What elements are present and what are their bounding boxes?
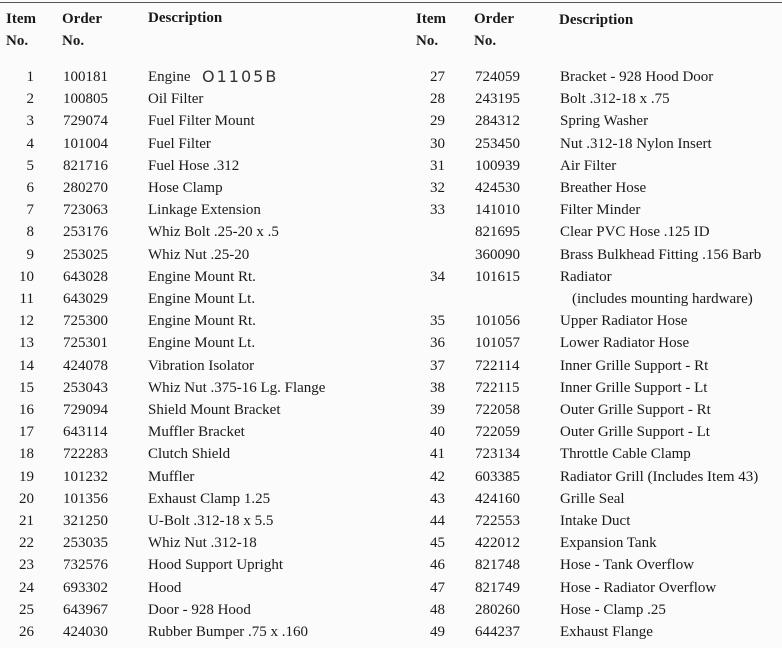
header-description-left: Description — [148, 10, 223, 26]
order-number-left: 729074 — [63, 113, 108, 130]
order-number-right: 722114 — [475, 357, 520, 374]
table-row — [0, 443, 782, 465]
order-number-right: 101057 — [475, 335, 520, 352]
item-number-left: 16 — [19, 402, 34, 418]
order-number-left: 643114 — [63, 424, 108, 441]
description-right: Breather Hose — [560, 180, 647, 196]
order-number-left: 101356 — [63, 490, 108, 507]
item-number-right: 42 — [430, 468, 445, 485]
table-row — [0, 66, 782, 88]
description-left: Whiz Nut .25-20 — [148, 246, 250, 263]
order-number-right: 253450 — [475, 135, 520, 152]
description-right: Nut .312-18 Nylon Insert — [560, 135, 712, 152]
description-left: Hood Support Upright — [148, 557, 283, 574]
order-number-left: 253043 — [63, 379, 108, 396]
item-number-left: 26 — [19, 624, 34, 640]
header-item-line1: Item — [416, 11, 446, 27]
header-order-line1: Order — [62, 11, 102, 27]
description-right: Throttle Cable Clamp — [560, 446, 691, 463]
header-description-right: Description — [559, 12, 634, 28]
description-right: Hose - Tank Overflow — [560, 557, 695, 574]
item-number-right: 45 — [430, 535, 445, 552]
table-row — [0, 110, 782, 132]
header-item-line2: No. — [416, 33, 439, 49]
description-left: Fuel Filter Mount — [148, 113, 255, 130]
description-right: Radiator — [560, 268, 612, 285]
order-number-right: 821748 — [475, 557, 520, 574]
item-number-left: 19 — [19, 468, 34, 485]
description-left: Shield Mount Bracket — [148, 402, 281, 418]
order-number-left: 725300 — [63, 313, 108, 330]
order-number-right: 424530 — [475, 180, 520, 196]
item-number-left: 7 — [26, 202, 34, 219]
description-left: Engine Mount Rt. — [148, 313, 256, 330]
order-number-left: 722283 — [63, 446, 108, 463]
order-number-right: 422012 — [475, 535, 520, 552]
item-number-left: 12 — [19, 313, 34, 330]
description-right: Exhaust Flange — [560, 624, 653, 640]
description-right: (includes mounting hardware) — [572, 291, 753, 307]
order-number-right: 141010 — [475, 202, 520, 219]
item-number-left: 13 — [19, 335, 34, 352]
description-right: Brass Bulkhead Fitting .156 Barb — [560, 246, 762, 263]
item-number-left: 20 — [19, 490, 34, 507]
description-left: Whiz Nut .312-18 — [148, 535, 257, 552]
table-row — [0, 199, 782, 221]
order-number-left: 321250 — [63, 513, 108, 529]
item-number-left: 1 — [26, 69, 34, 85]
order-number-right: 360090 — [475, 246, 520, 263]
description-right: Hose - Clamp .25 — [560, 601, 666, 618]
order-number-left: 253176 — [63, 224, 108, 241]
description-left: Fuel Hose .312 — [148, 157, 240, 174]
item-number-right: 48 — [430, 601, 445, 618]
item-number-left: 15 — [19, 379, 34, 396]
order-number-left: 424078 — [63, 357, 108, 374]
description-left: Engine — [148, 69, 191, 85]
order-number-left: 280270 — [63, 180, 108, 196]
item-number-left: 3 — [26, 113, 34, 130]
item-number-right: 49 — [430, 624, 445, 640]
item-number-left: 2 — [26, 91, 34, 108]
description-left: Door - 928 Hood — [148, 601, 251, 618]
order-number-left: 732576 — [63, 557, 108, 574]
header-order-no-right — [474, 8, 514, 52]
order-number-left: 723063 — [63, 202, 108, 219]
table-row — [0, 532, 782, 554]
item-number-right: 33 — [430, 202, 445, 219]
order-number-left: 101232 — [63, 468, 108, 485]
header-order-line2: No. — [474, 33, 497, 49]
description-left: Muffler Bracket — [148, 424, 245, 441]
description-left: Engine Mount Lt. — [148, 335, 256, 352]
item-number-right: 47 — [430, 579, 445, 596]
description-right: Lower Radiator Hose — [560, 335, 690, 352]
description-right: Air Filter — [560, 157, 617, 174]
item-number-right: 31 — [430, 157, 445, 174]
table-row — [0, 599, 782, 621]
item-number-left: 9 — [26, 246, 34, 263]
table-row — [0, 621, 782, 643]
table-row — [0, 310, 782, 332]
header-item-no-right — [416, 8, 446, 52]
order-number-right: 722058 — [475, 402, 520, 418]
table-row — [0, 577, 782, 599]
order-number-left: 725301 — [63, 335, 108, 352]
description-left: Oil Filter — [148, 91, 204, 108]
item-number-left: 8 — [26, 224, 34, 241]
item-number-left: 14 — [19, 357, 34, 374]
table-row — [0, 266, 782, 288]
table-row — [0, 332, 782, 354]
item-number-left: 21 — [19, 513, 34, 529]
item-number-right: 46 — [430, 557, 445, 574]
item-number-right: 40 — [430, 424, 445, 441]
item-number-right: 43 — [430, 490, 445, 507]
item-number-right: 38 — [430, 379, 445, 396]
description-right: Outer Grille Support - Lt — [560, 424, 710, 441]
order-number-right: 100939 — [475, 157, 520, 174]
description-right: Expansion Tank — [560, 535, 657, 552]
item-number-left: 4 — [26, 135, 34, 152]
top-rule — [0, 2, 782, 3]
description-left: Rubber Bumper .75 x .160 — [148, 624, 308, 640]
handwritten-note: O1105B — [202, 67, 279, 86]
item-number-right: 34 — [430, 268, 445, 285]
item-number-right: 36 — [430, 335, 445, 352]
description-right: Clear PVC Hose .125 ID — [560, 224, 710, 241]
header-order-no-left — [62, 8, 102, 52]
table-row — [0, 488, 782, 510]
description-left: Hose Clamp — [148, 180, 223, 196]
order-number-left: 643029 — [63, 291, 108, 307]
description-right: Bolt .312-18 x .75 — [560, 91, 670, 108]
table-row — [0, 88, 782, 110]
description-right: Hose - Radiator Overflow — [560, 579, 717, 596]
description-right: Outer Grille Support - Rt — [560, 402, 711, 418]
order-number-left: 100181 — [63, 69, 108, 85]
header-item-line1: Item — [6, 11, 36, 27]
table-row — [0, 155, 782, 177]
table-row — [0, 133, 782, 155]
table-row — [0, 466, 782, 488]
order-number-right: 424160 — [475, 490, 520, 507]
order-number-right: 722553 — [475, 513, 520, 529]
order-number-right: 101615 — [475, 268, 520, 285]
order-number-right: 821695 — [475, 224, 520, 241]
description-right: Spring Washer — [560, 113, 649, 130]
order-number-left: 643967 — [63, 601, 108, 618]
description-right: Radiator Grill (Includes Item 43) — [560, 468, 759, 485]
item-number-left: 17 — [19, 424, 34, 441]
item-number-right: 29 — [430, 113, 445, 130]
order-number-right: 280260 — [475, 601, 520, 618]
description-left: Fuel Filter — [148, 135, 211, 152]
item-number-right: 35 — [430, 313, 445, 330]
order-number-right: 644237 — [475, 624, 520, 640]
item-number-left: 25 — [19, 601, 34, 618]
table-row — [0, 399, 782, 421]
order-number-left: 729094 — [63, 402, 108, 418]
table-row — [0, 288, 782, 310]
item-number-left: 18 — [19, 446, 34, 463]
item-number-left: 10 — [19, 268, 34, 285]
table-row — [0, 244, 782, 266]
item-number-left: 22 — [19, 535, 34, 552]
header-order-line2: No. — [62, 33, 85, 49]
table-row — [0, 355, 782, 377]
item-number-left: 24 — [19, 579, 34, 596]
description-right: Filter Minder — [560, 202, 641, 219]
table-row — [0, 221, 782, 243]
order-number-right: 603385 — [475, 468, 520, 485]
description-right: Bracket - 928 Hood Door — [560, 69, 714, 85]
description-right: Intake Duct — [560, 513, 631, 529]
item-number-right: 41 — [430, 446, 445, 463]
description-left: U-Bolt .312-18 x 5.5 — [148, 513, 274, 529]
order-number-right: 101056 — [475, 313, 520, 330]
order-number-left: 643028 — [63, 268, 108, 285]
description-left: Hood — [148, 579, 182, 596]
description-left: Engine Mount Lt. — [148, 291, 256, 307]
item-number-right: 30 — [430, 135, 445, 152]
order-number-left: 100805 — [63, 91, 108, 108]
item-number-right: 44 — [430, 513, 445, 529]
item-number-left: 11 — [19, 291, 34, 307]
description-right: Upper Radiator Hose — [560, 313, 688, 330]
header-item-no-left — [6, 8, 36, 52]
item-number-right: 27 — [430, 69, 445, 85]
item-number-left: 5 — [26, 157, 34, 174]
table-row — [0, 510, 782, 532]
item-number-right: 39 — [430, 402, 445, 418]
table-row — [0, 177, 782, 199]
order-number-right: 284312 — [475, 113, 520, 130]
description-right: Inner Grille Support - Lt — [560, 379, 708, 396]
order-number-right: 723134 — [475, 446, 520, 463]
order-number-left: 821716 — [63, 157, 108, 174]
item-number-right: 28 — [430, 91, 445, 108]
description-right: Grille Seal — [560, 490, 625, 507]
order-number-right: 722059 — [475, 424, 520, 441]
description-left: Whiz Nut .375-16 Lg. Flange — [148, 379, 326, 396]
description-left: Engine Mount Rt. — [148, 268, 256, 285]
description-left: Linkage Extension — [148, 202, 261, 219]
order-number-left: 253035 — [63, 535, 108, 552]
header-item-line2: No. — [6, 33, 29, 49]
item-number-right: 37 — [430, 357, 445, 374]
table-row — [0, 377, 782, 399]
order-number-left: 424030 — [63, 624, 108, 640]
order-number-right: 724059 — [475, 69, 520, 85]
order-number-left: 101004 — [63, 135, 108, 152]
description-left: Whiz Bolt .25-20 x .5 — [148, 224, 279, 241]
order-number-right: 243195 — [475, 91, 520, 108]
order-number-left: 693302 — [63, 579, 108, 596]
description-left: Muffler — [148, 468, 195, 485]
header-order-line1: Order — [474, 11, 514, 27]
description-right: Inner Grille Support - Rt — [560, 357, 709, 374]
description-left: Exhaust Clamp 1.25 — [148, 490, 271, 507]
order-number-right: 722115 — [475, 379, 520, 396]
item-number-left: 23 — [19, 557, 34, 574]
description-left: Clutch Shield — [148, 446, 231, 463]
order-number-right: 821749 — [475, 579, 520, 596]
order-number-left: 253025 — [63, 246, 108, 263]
description-left: Vibration Isolator — [148, 357, 255, 374]
table-row — [0, 554, 782, 576]
item-number-left: 6 — [26, 180, 34, 196]
table-row — [0, 421, 782, 443]
item-number-right: 32 — [430, 180, 445, 196]
